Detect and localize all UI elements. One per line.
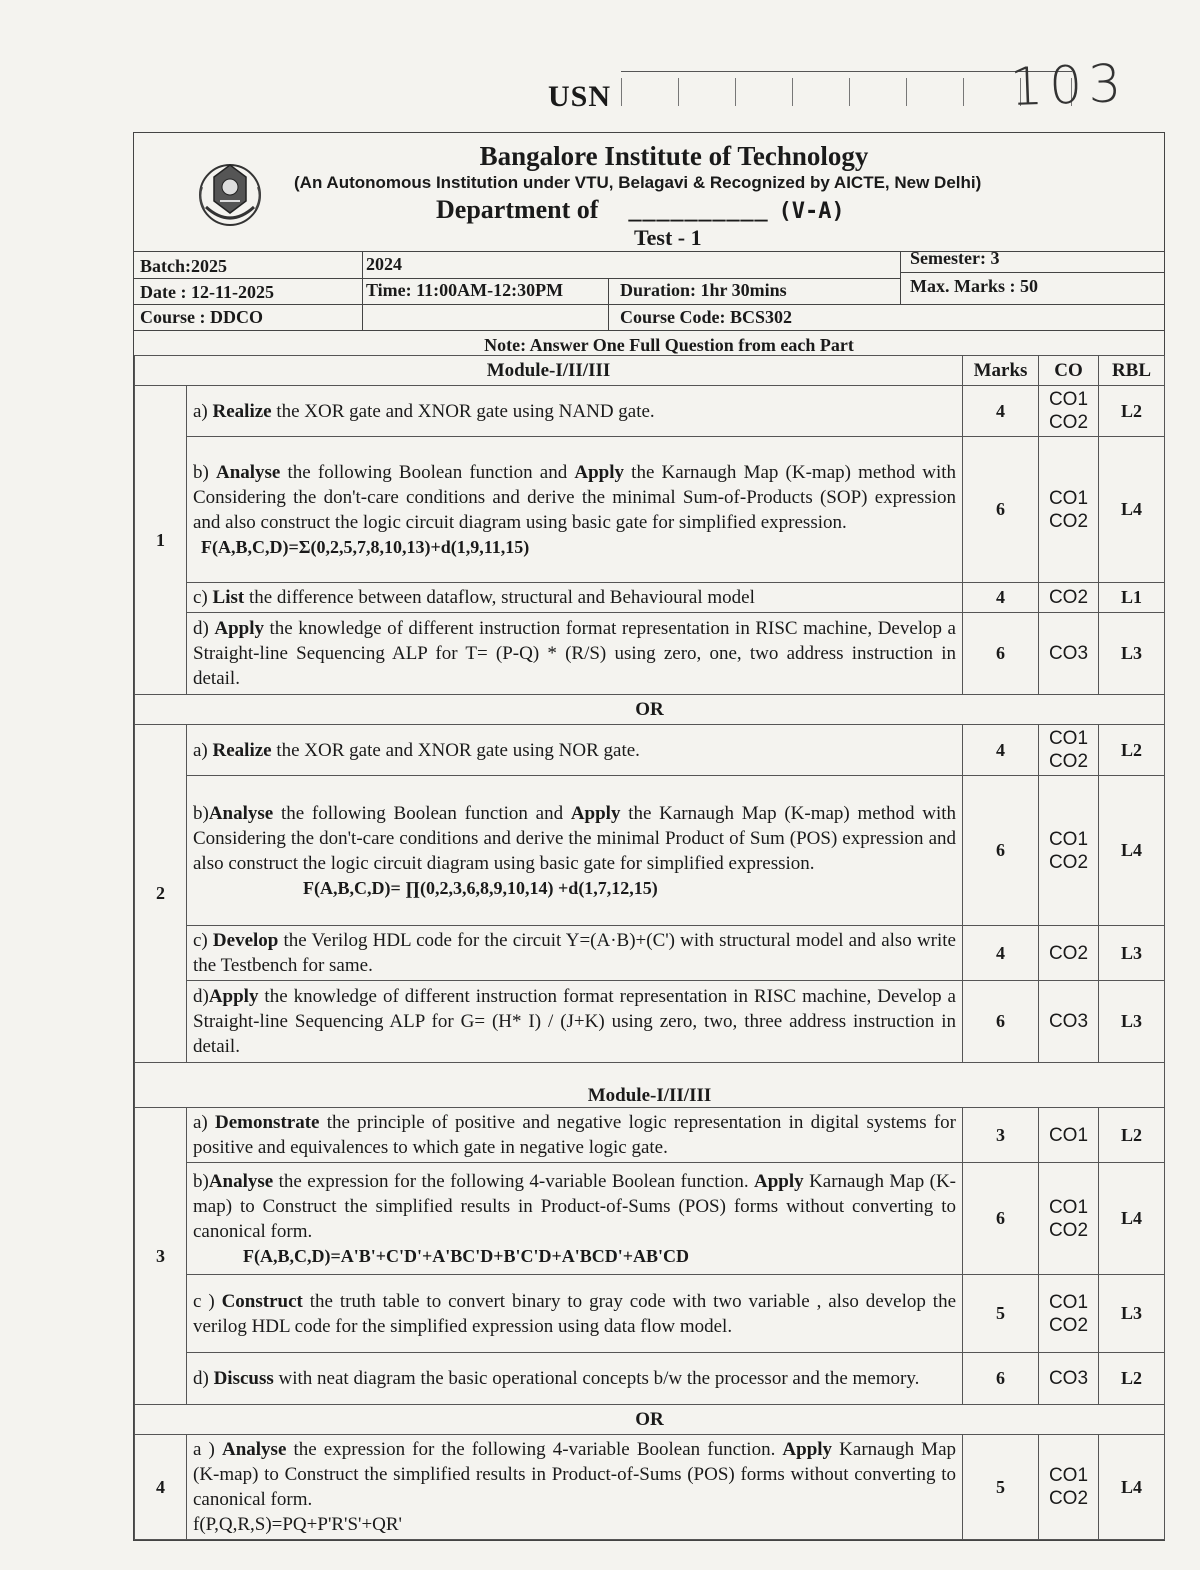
max-marks: Max. Marks : 50 (910, 276, 1038, 296)
table-row: 1 a) Realize the XOR gate and XNOR gate using NAND gate. 4 CO1 CO2 L2 (135, 386, 1165, 437)
question-number: 4 (135, 1435, 187, 1540)
table-row: c) Develop the Verilog HDL code for the circuit Y=(A·B)+(C') with structural model and also write the Testbench for same. 4 CO2 L3 (135, 926, 1165, 981)
table-row: c) List the difference between dataflow, structural and Behavioural model 4 CO2 L1 (135, 583, 1165, 613)
module-divider: Module-I/II/III (135, 1063, 1165, 1108)
module-header: Module-I/II/III (135, 356, 963, 386)
question-number: 2 (135, 725, 187, 1063)
semester: Semester: 3 (910, 248, 1000, 268)
table-row: b)Analyse the expression for the following 4-variable Boolean function. Apply Karnaugh Map (K-map) to Construct the simplified results in Product-of-Sums (POS) forms without converting to canonical form. F(A,B,C,D)=A'B'+C'D'+A'BC'D+B'C'D+A'BCD'+AB'CD 6 CO1 CO2 L4 (135, 1163, 1165, 1275)
usn-label: USN (548, 80, 612, 113)
usn-handwritten: 103 (1008, 53, 1129, 119)
section: (V-A) (778, 199, 845, 224)
duration: Duration: 1hr 30mins (620, 280, 787, 300)
exam-info (134, 248, 1164, 331)
institution-name: Bangalore Institute of Technology (479, 141, 869, 171)
marks-header: Marks (963, 356, 1039, 386)
boolean-function: F(A,B,C,D)=A'B'+C'D'+A'BC'D+B'C'D+A'BCD'+AB'CD (243, 1245, 690, 1266)
course-code: Course Code: BCS302 (620, 307, 793, 327)
department-line: Department of __________ (V-A) (436, 195, 845, 224)
table-row: b)Analyse the following Boolean function and Apply the Karnaugh Map (K-map) method with Considering the don't-care conditions and derive the minimal Product of Sum (POS) expression and also construct the logic circuit diagram using basic gate for simplified expression. F(A,B,C,D)= ∏(0,2,3,6,8,9,10,14) +d(1,7,12,15) 6 CO1 CO2 L4 (135, 776, 1165, 926)
usn-field (548, 66, 1072, 112)
or-divider: OR (135, 1405, 1165, 1435)
table-row: d) Discuss with neat diagram the basic operational concepts b/w the processor and the memory. 6 CO3 L2 (135, 1353, 1165, 1405)
boolean-function: F(A,B,C,D)= ∏(0,2,3,6,8,9,10,14) +d(1,7,12,15) (303, 877, 658, 898)
institution-subtitle: (An Autonomous Institution under VTU, Belagavi & Recognized by AICTE, New Delhi) (294, 173, 982, 192)
batch: Batch:2025 (140, 256, 227, 276)
year: 2024 (366, 254, 402, 274)
question-number: 3 (135, 1108, 187, 1405)
table-row: 4 a ) Analyse the expression for the following 4-variable Boolean function. Apply Karnaugh Map (K-map) to Construct the simplified results in Product-of-Sums (POS) forms without converting to canonical form. f(P,Q,R,S)=PQ+P'R'S'+QR' 5 CO1 CO2 L4 (135, 1435, 1165, 1540)
question-number: 1 (135, 386, 187, 695)
table-row: d)Apply the knowledge of different instruction format representation in RISC machine, Develop a Straight-line Sequencing ALP for G= (H* I) / (J+K) using zero, two, three address instruction in detail. 6 CO3 L3 (135, 981, 1165, 1063)
exam-time: Time: 11:00AM-12:30PM (366, 280, 564, 300)
rbl-header: RBL (1099, 356, 1165, 386)
table-row: 3 a) Demonstrate the principle of positive and negative logic representation in digital systems for positive and equivalences to which gate in negative logic gate. 3 CO1 L2 (135, 1108, 1165, 1163)
table-row: b) Analyse the following Boolean function and Apply the Karnaugh Map (K-map) method with Considering the don't-care conditions and derive the minimal Sum-of-Products (SOP) expression and also construct the logic circuit diagram using basic gate for simplified expression. F(A,B,C,D)=Σ(0,2,5,7,8,10,13)+d(1,9,11,15) 6 CO1 CO2 L4 (135, 437, 1165, 583)
table-header (135, 356, 1165, 386)
test-title: Test - 1 (634, 225, 702, 250)
course: Course : DDCO (140, 307, 263, 327)
co-header: CO (1039, 356, 1099, 386)
exam-date: Date : 12-11-2025 (140, 282, 274, 302)
table-row: c ) Construct the truth table to convert binary to gray code with two variable , also develop the verilog HDL code for the simplified expression using data flow model. 5 CO1 CO2 L3 (135, 1275, 1165, 1353)
boolean-function: f(P,Q,R,S)=PQ+P'R'S'+QR' (193, 1514, 402, 1535)
table-row: d) Apply the knowledge of different instruction format representation in RISC machine, Develop a Straight-line Sequencing ALP for T= (P-Q) * (R/S) using zero, one, two address instruction in detail. 6 CO3 L3 (135, 613, 1165, 695)
or-divider: OR (135, 695, 1165, 725)
usn-boxes (621, 71, 1072, 106)
note: Note: Answer One Full Question from each Part (484, 335, 854, 355)
paper-header (134, 133, 1164, 252)
institution-emblem-icon (194, 157, 266, 229)
questions-table (134, 355, 1165, 1540)
table-row: 2 a) Realize the XOR gate and XNOR gate using NOR gate. 4 CO1 CO2 L2 (135, 725, 1165, 776)
boolean-function: F(A,B,C,D)=Σ(0,2,5,7,8,10,13)+d(1,9,11,15) (201, 536, 530, 557)
question-paper (133, 132, 1165, 1541)
